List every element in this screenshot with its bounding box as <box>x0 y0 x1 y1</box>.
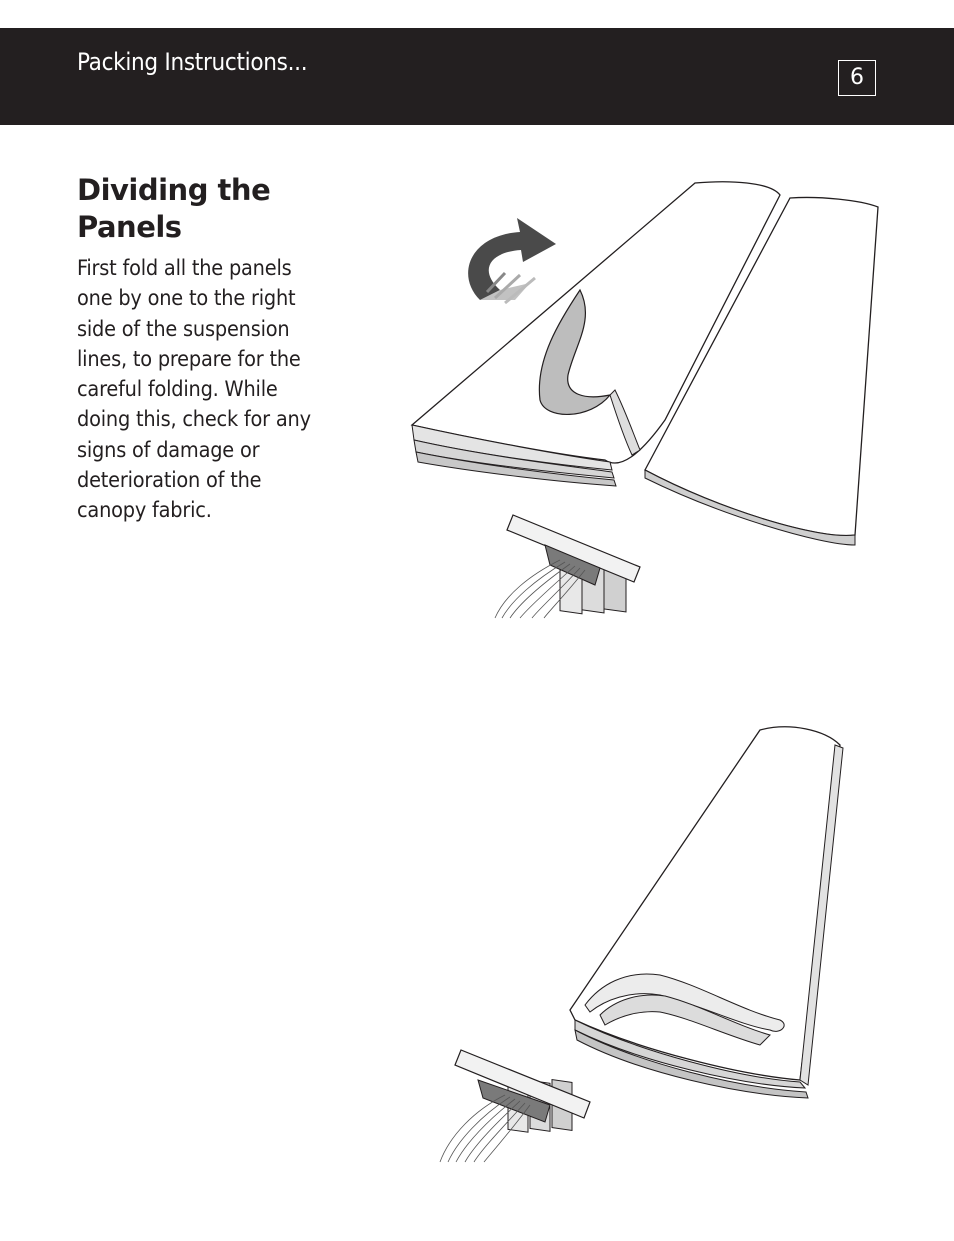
canopy-fold-illustration-top <box>405 175 895 625</box>
page-number: 6 <box>838 60 876 96</box>
page-header <box>0 28 954 125</box>
fold-direction-arrow-icon <box>468 218 556 303</box>
slider-and-links <box>495 515 640 618</box>
section-body: First fold all the panels one by one to the right side of the suspension lines, to prepare for the careful folding. While doing this, check for any signs of damage or deterioration of the canopy fabric. <box>77 256 311 524</box>
folded-panel-stack <box>570 727 843 1098</box>
slider-and-links-bottom <box>440 1050 590 1162</box>
canopy-fold-illustration-bottom <box>430 720 860 1170</box>
header-title: Packing Instructions... <box>77 48 308 76</box>
section-heading: Dividing the Panels <box>77 173 271 244</box>
